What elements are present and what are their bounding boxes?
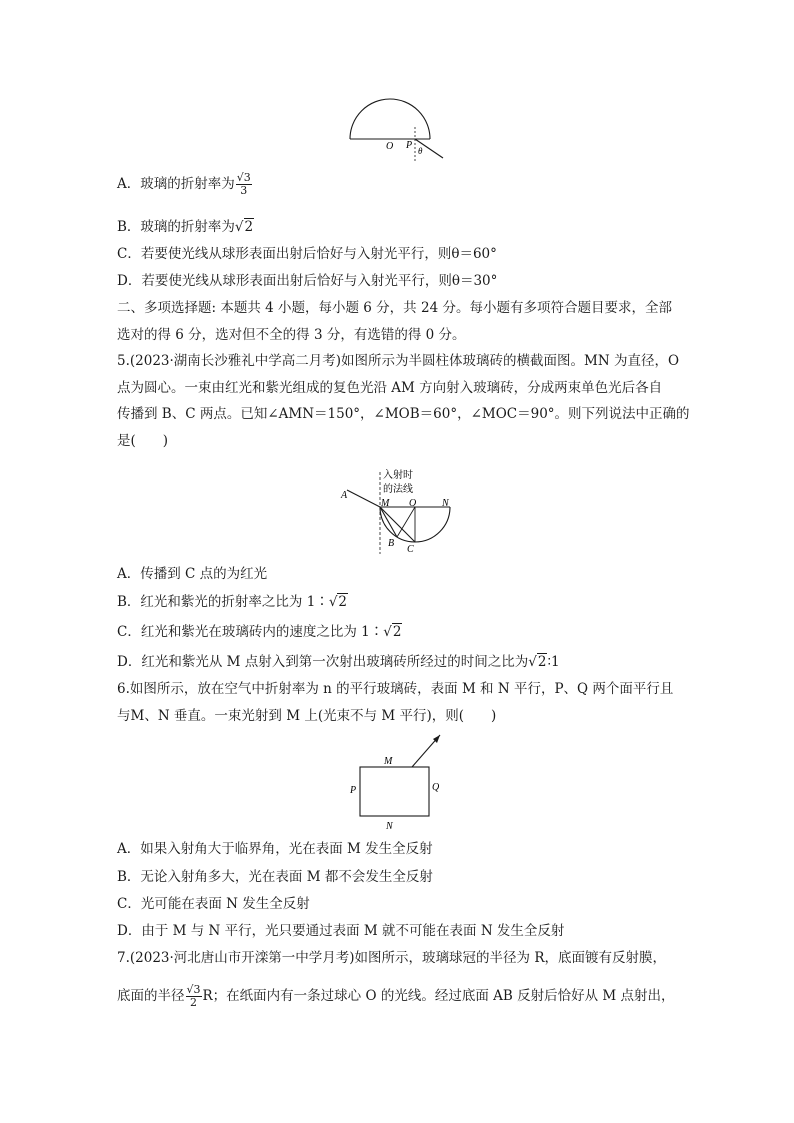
label-P: P [406, 140, 413, 151]
sqrt: √2 [328, 594, 348, 610]
label-M: M [381, 498, 390, 509]
fraction: $\frac{√3}{3}$ [236, 171, 251, 197]
q5-stem-3: 传播到 B、C 两点。已知∠AMN＝150°，∠MOB＝60°，∠MOC＝90°。则下列说法中正确的 [117, 406, 690, 422]
q6-option-c: C．光可能在表面 N 发生全反射 [117, 896, 310, 912]
label-B: B [388, 538, 395, 549]
section-2-title-cont: 选对的得 6 分，选对但不全的得 3 分，有选错的得 0 分。 [117, 327, 466, 343]
section-2-title: 二、多项选择题: 本题共 4 小题，每小题 6 分，共 24 分。每小题有多项符合题目要求，全部 [117, 300, 672, 316]
label-O: O [386, 141, 394, 152]
label-Q: Q [432, 782, 440, 793]
q4-figure [340, 92, 450, 162]
q5-stem-1: 5.(2023·湖南长沙雅礼中学高二月考)如图所示为半圆柱体玻璃砖的横截面图。MN 为直径，O [117, 353, 680, 369]
q4-option-d: D．若要使光线从球形表面出射后恰好与入射光平行，则θ＝30° [117, 273, 498, 289]
q6-figure [340, 730, 470, 835]
q5-option-c: C．红光和紫光在玻璃砖内的速度之比为 1∶√2 [117, 624, 402, 640]
q4-option-a-text: A．玻璃的折射率为 [117, 176, 235, 192]
q5-stem-2: 点为圆心。一束由红光和紫光组成的复色光沿 AM 方向射入玻璃砖，分成两束单色光后各自 [117, 380, 663, 396]
label-A: A [341, 490, 348, 501]
q7-stem-2: 底面的半径 $\frac{√3}{2}$ R；在纸面内有一条过球心 O 的光线。经过底面 AB 反射后恰好从 M 点射出， [117, 983, 675, 1009]
label-M: M [384, 756, 393, 767]
normal-label-1: 入射时 [383, 470, 413, 481]
sqrt: √2 [234, 219, 254, 235]
q4-option-a [117, 172, 253, 197]
q6-stem-2: 与M、N 垂直。一束光射到 M 上(光束不与 M 平行)，则( ) [117, 708, 497, 724]
label-O: O [409, 498, 417, 509]
sqrt: √2 [383, 624, 402, 640]
q6-option-d: D．由于 M 与 N 平行，光只要通过表面 M 就不可能在表面 N 发生全反射 [117, 923, 565, 939]
fraction: $\frac{√3}{2}$ [186, 983, 201, 1009]
label-N: N [442, 498, 449, 509]
label-theta: θ [418, 146, 423, 156]
sqrt: √2 [528, 654, 547, 670]
label-C: C [407, 544, 414, 555]
normal-label-2: 的法线 [383, 484, 413, 495]
q4-option-c: C．若要使光线从球形表面出射后恰好与入射光平行，则θ＝60° [117, 246, 497, 262]
q5-option-a: A．传播到 C 点的为红光 [117, 566, 268, 582]
q4-option-b: B．玻璃的折射率为√2 [117, 219, 254, 235]
q7-stem-1: 7.(2023·河北唐山市开滦第一中学月考)如图所示，玻璃球冠的半径为 R，底面镀有反射膜， [117, 950, 667, 966]
q6-option-b: B．无论入射角多大，光在表面 M 都不会发生全反射 [117, 869, 433, 885]
q5-option-d: D．红光和紫光从 M 点射入到第一次射出玻璃砖所经过的时间之比为√2∶1 [117, 654, 560, 670]
label-N: N [386, 821, 393, 832]
q6-stem-1: 6.如图所示，放在空气中折射率为 n 的平行玻璃砖，表面 M 和 N 平行，P、Q 两个面平行且 [117, 681, 674, 697]
q5-option-b: B．红光和紫光的折射率之比为 1∶√2 [117, 594, 348, 610]
q6-option-a: A．如果入射角大于临界角，光在表面 M 发生全反射 [117, 841, 433, 857]
label-P: P [350, 785, 357, 796]
q5-figure [335, 462, 465, 557]
q5-stem-4: 是( ) [117, 433, 169, 449]
